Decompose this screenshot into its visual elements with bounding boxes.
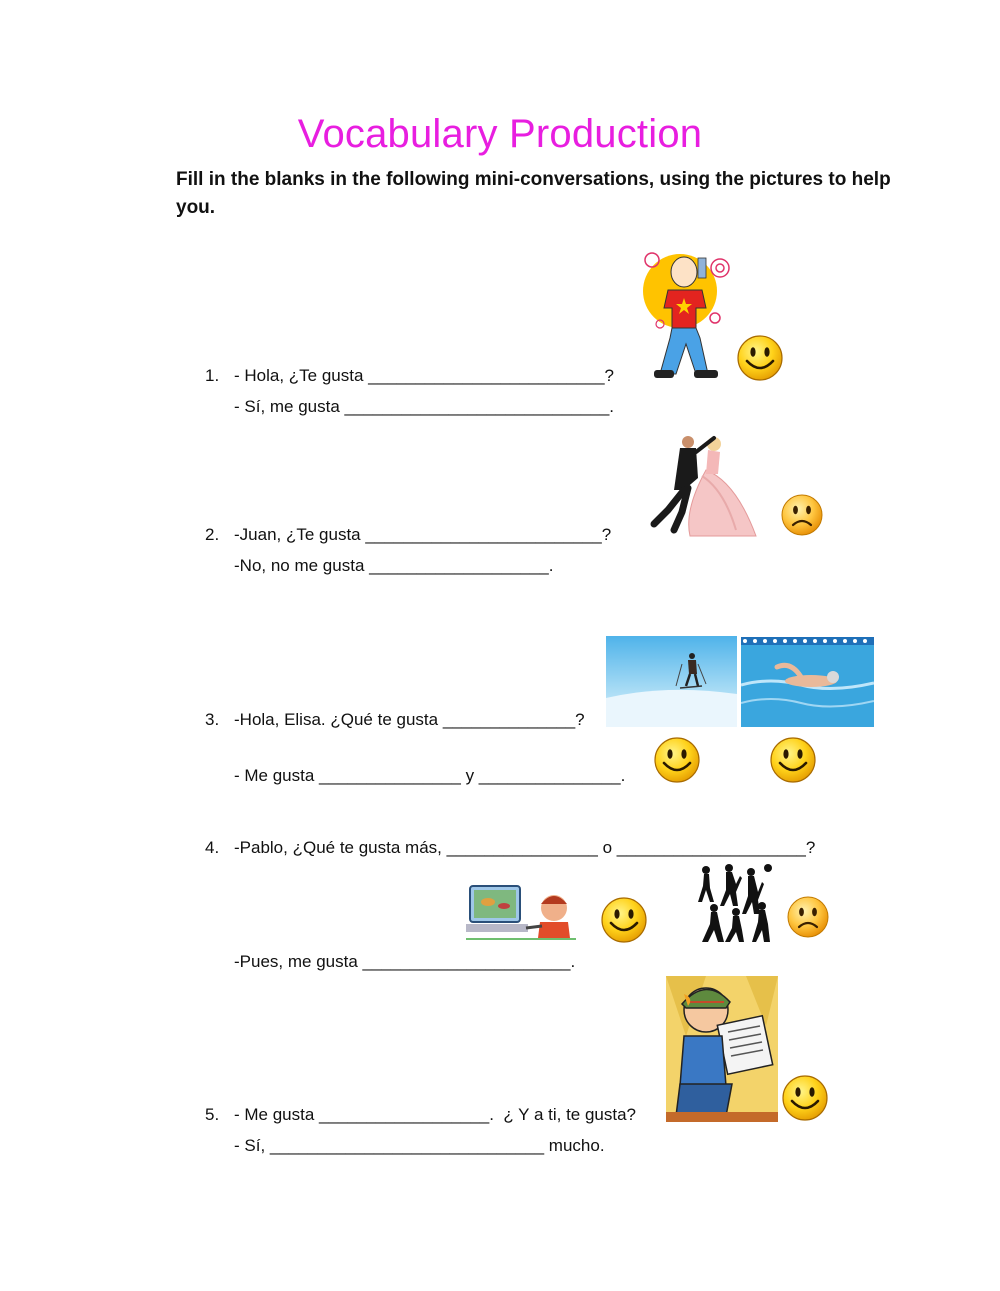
question-line: -Pablo, ¿Qué te gusta más, ________________ o ____________________? — [234, 838, 816, 857]
answer-line: -No, no me gusta ___________________. — [234, 556, 554, 575]
item-number: 1. — [205, 366, 220, 385]
item-number: 2. — [205, 525, 220, 544]
answer-line: - Sí, _____________________________ mucho. — [234, 1136, 605, 1155]
page-title: Vocabulary Production — [297, 112, 703, 156]
instructions: Fill in the blanks in the following mini-conversations, using the pictures to help you. — [176, 169, 891, 218]
item-number: 4. — [205, 838, 220, 857]
smiley-happy-icon — [600, 896, 648, 944]
smiley-sad-icon — [784, 893, 832, 941]
smiley-happy-icon — [736, 334, 784, 382]
swimming-picture — [741, 637, 874, 727]
question-line: -Juan, ¿Te gusta _________________________? — [234, 525, 612, 544]
smiley-happy-icon — [653, 736, 701, 784]
question-line: -Hola, Elisa. ¿Qué te gusta ______________? — [234, 710, 585, 729]
boy-reading-picture — [666, 976, 778, 1122]
sports-silhouettes-picture — [696, 862, 776, 944]
answer-line: -Pues, me gusta ______________________. — [234, 952, 576, 971]
smiley-happy-icon — [769, 736, 817, 784]
question-line: - Me gusta __________________. ¿ Y a ti, te gusta? — [234, 1105, 637, 1124]
item-number: 5. — [205, 1105, 220, 1124]
boy-on-phone-picture — [640, 246, 732, 386]
couple-dancing-picture — [644, 430, 772, 542]
smiley-sad-icon — [778, 491, 826, 539]
answer-line: - Me gusta _______________ y _______________. — [234, 766, 626, 785]
smiley-happy-icon — [781, 1074, 829, 1122]
skiing-picture — [606, 636, 737, 727]
question-line: - Hola, ¿Te gusta _________________________? — [234, 366, 614, 385]
item-number: 3. — [205, 710, 220, 729]
answer-line: - Sí, me gusta ____________________________. — [234, 397, 614, 416]
video-games-picture — [466, 882, 576, 944]
